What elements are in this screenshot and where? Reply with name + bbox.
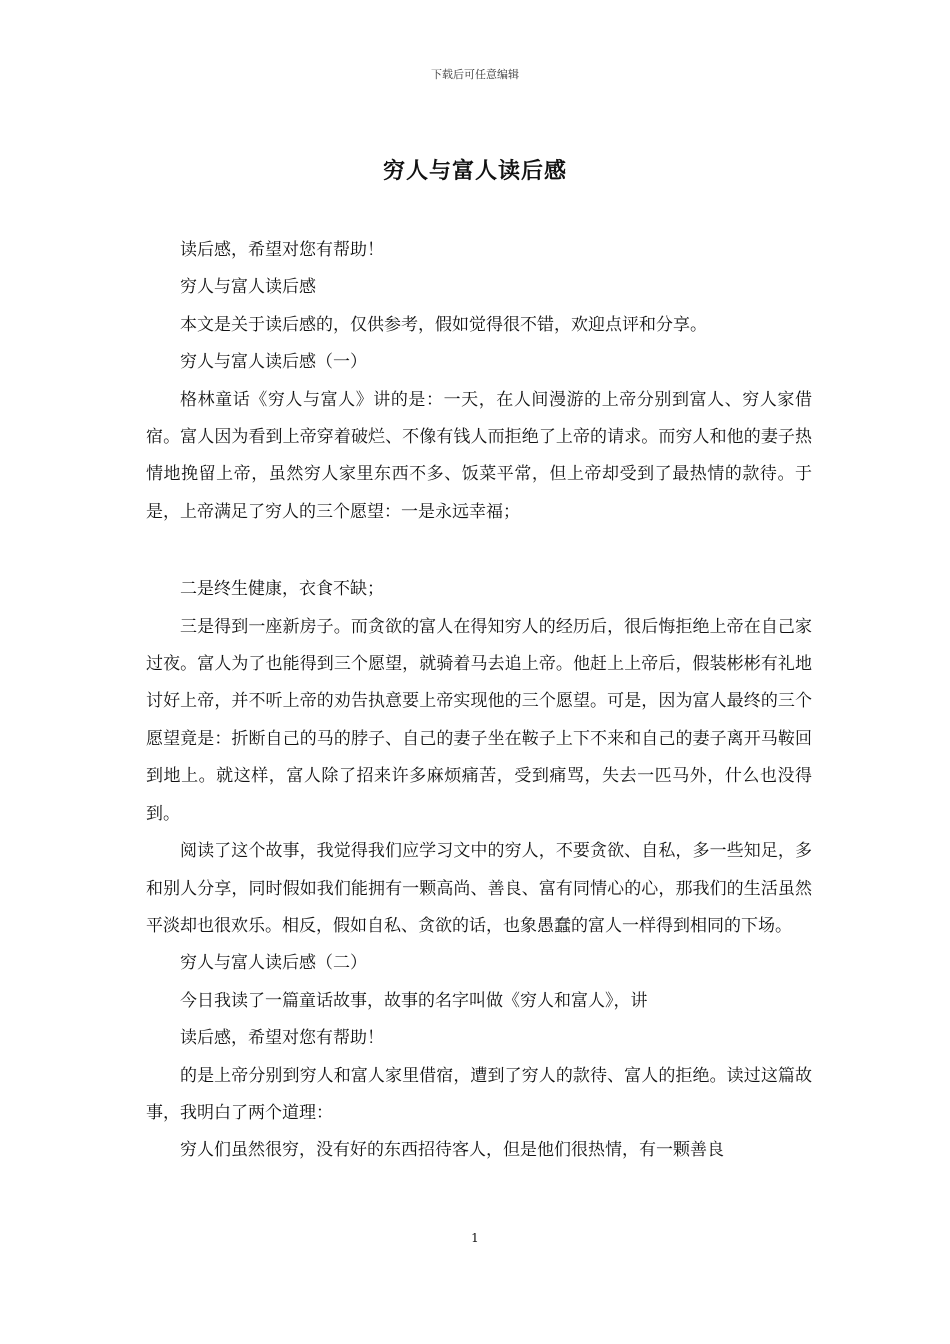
page-number: 1	[471, 1231, 479, 1245]
paragraph: 穷人与富人读后感（二）	[180, 953, 367, 974]
paragraph: 阅读了这个故事，我觉得我们应学习文中的穷人，不要贪欲、自私，多一些知足，多和别人分享，同时假如我们能拥有一颗高尚、善良、富有同情心的心，那我们的生活虽然平淡却也很欢乐。相反，假如自私、贪欲的话，也象愚蠢的富人一样得到相同的下场。	[146, 841, 812, 936]
page-header: 下载后可任意编辑	[431, 68, 519, 81]
paragraph: 穷人与富人读后感（一）	[180, 352, 367, 373]
paragraph: 读后感，希望对您有帮助！	[180, 1028, 384, 1049]
paragraph: 穷人与富人读后感	[180, 277, 316, 298]
paragraph: 格林童话《穷人与富人》讲的是：一天，在人间漫游的上帝分别到富人、穷人家借宿。富人因为看到上帝穿着破烂、不像有钱人而拒绝了上帝的请求。而穷人和他的妻子热情地挽留上帝，虽然穷人家里东西不多、饭菜平常，但上帝却受到了最热情的款待。于是，上帝满足了穷人的三个愿望：一是永远幸福；	[146, 389, 812, 522]
paragraph: 三是得到一座新房子。而贪欲的富人在得知穷人的经历后，很后悔拒绝上帝在自己家过夜。富人为了也能得到三个愿望，就骑着马去追上帝。他赶上上帝后，假装彬彬有礼地讨好上帝，并不听上帝的劝告执意要上帝实现他的三个愿望。可是，因为富人最终的三个愿望竟是：折断自己的马的脖子、自己的妻子坐在鞍子上下不来和自己的妻子离开马鞍回到地上。就这样，富人除了招来许多麻烦痛苦，受到痛骂，失去一匹马外，什么也没得到。	[146, 616, 812, 824]
paragraph: 本文是关于读后感的，仅供参考，假如觉得很不错，欢迎点评和分享。	[180, 314, 707, 335]
paragraph: 二是终生健康，衣食不缺；	[180, 579, 384, 600]
document-body	[146, 232, 812, 1170]
paragraph: 穷人们虽然很穷，没有好的东西招待客人，但是他们很热情，有一颗善良	[180, 1140, 724, 1161]
paragraph: 的是上帝分别到穷人和富人家里借宿，遭到了穷人的款待、富人的拒绝。读过这篇故事，我明白了两个道理：	[146, 1065, 812, 1123]
paragraph: 读后感，希望对您有帮助！	[180, 240, 384, 260]
document-title: 穷人与富人读后感	[382, 158, 567, 184]
paragraph: 今日我读了一篇童话故事，故事的名字叫做《穷人和富人》，讲	[180, 990, 648, 1011]
